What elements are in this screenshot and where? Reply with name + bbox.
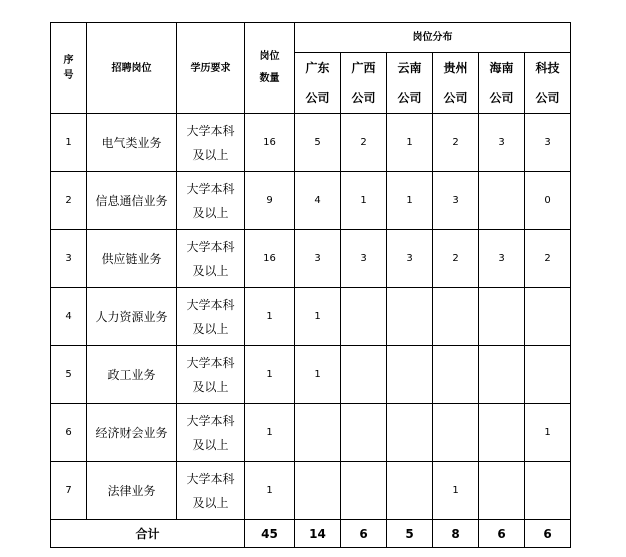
table-row (51, 346, 571, 404)
row-seq: 5 (51, 346, 87, 404)
row-education-line2: 及以上 (192, 495, 229, 510)
row-seq: 1 (51, 114, 87, 172)
row-education-line2: 及以上 (192, 437, 229, 452)
table-row (51, 230, 571, 288)
row-distribution-cell: 4 (295, 172, 341, 230)
row-education (177, 114, 245, 172)
row-education (177, 462, 245, 520)
total-cell: 6 (341, 520, 387, 548)
row-seq: 3 (51, 230, 87, 288)
header-company: 广东 公司 (295, 53, 341, 114)
row-position: 经济财会业务 (87, 404, 177, 462)
row-distribution-cell (387, 462, 433, 520)
row-distribution-cell: 1 (433, 462, 479, 520)
total-cell: 6 (525, 520, 571, 548)
table-row (51, 462, 571, 520)
row-distribution-cell (479, 462, 525, 520)
header-company: 云南 公司 (387, 53, 433, 114)
row-distribution-cell (295, 404, 341, 462)
row-education (177, 172, 245, 230)
row-distribution-cell (525, 288, 571, 346)
header-company: 贵州 公司 (433, 53, 479, 114)
header-education: 学历要求 (177, 23, 245, 114)
row-distribution-cell (525, 346, 571, 404)
row-position: 电气类业务 (87, 114, 177, 172)
row-seq: 6 (51, 404, 87, 462)
row-distribution-cell: 1 (341, 172, 387, 230)
row-distribution-cell: 3 (341, 230, 387, 288)
row-education (177, 288, 245, 346)
row-distribution-cell: 5 (295, 114, 341, 172)
header-company: 广西 公司 (341, 53, 387, 114)
row-count: 9 (245, 172, 295, 230)
header-count-line1: 岗位 (259, 51, 280, 62)
row-count: 16 (245, 230, 295, 288)
row-distribution-cell (387, 288, 433, 346)
total-count: 45 (245, 520, 295, 548)
total-cell: 14 (295, 520, 341, 548)
header-seq-line1: 序 (63, 55, 74, 66)
row-education-line1: 大学本科 (186, 413, 235, 428)
row-distribution-cell (341, 346, 387, 404)
header-count-line2: 数量 (259, 73, 280, 84)
header-company: 科技 公司 (525, 53, 571, 114)
row-distribution-cell: 3 (525, 114, 571, 172)
row-education-line2: 及以上 (192, 379, 229, 394)
row-seq: 2 (51, 172, 87, 230)
table-row (51, 114, 571, 172)
row-distribution-cell (479, 172, 525, 230)
row-distribution-cell: 3 (479, 230, 525, 288)
header-seq (51, 23, 87, 114)
row-education-line1: 大学本科 (186, 123, 235, 138)
header-position: 招聘岗位 (87, 23, 177, 114)
row-distribution-cell (341, 288, 387, 346)
row-distribution-cell: 2 (433, 230, 479, 288)
row-count: 16 (245, 114, 295, 172)
header-company: 海南 公司 (479, 53, 525, 114)
row-distribution-cell (433, 288, 479, 346)
header-distribution: 岗位分布 (295, 23, 571, 53)
row-distribution-cell: 2 (341, 114, 387, 172)
row-education-line1: 大学本科 (186, 297, 235, 312)
row-education-line2: 及以上 (192, 263, 229, 278)
row-distribution-cell (295, 462, 341, 520)
row-education-line2: 及以上 (192, 321, 229, 336)
header-count (245, 23, 295, 114)
table-row (51, 404, 571, 462)
row-position: 信息通信业务 (87, 172, 177, 230)
recruitment-table (50, 22, 571, 548)
row-education-line1: 大学本科 (186, 355, 235, 370)
row-distribution-cell: 2 (433, 114, 479, 172)
row-count: 1 (245, 346, 295, 404)
row-distribution-cell: 0 (525, 172, 571, 230)
table-row (51, 288, 571, 346)
row-education-line1: 大学本科 (186, 239, 235, 254)
row-distribution-cell: 1 (295, 288, 341, 346)
row-position: 人力资源业务 (87, 288, 177, 346)
row-distribution-cell: 3 (433, 172, 479, 230)
row-distribution-cell (341, 404, 387, 462)
row-education-line2: 及以上 (192, 205, 229, 220)
row-distribution-cell (433, 346, 479, 404)
header-row (51, 23, 571, 53)
row-distribution-cell (387, 404, 433, 462)
row-position: 法律业务 (87, 462, 177, 520)
row-position: 供应链业务 (87, 230, 177, 288)
row-distribution-cell (479, 288, 525, 346)
row-education (177, 230, 245, 288)
row-distribution-cell: 1 (525, 404, 571, 462)
row-distribution-cell (479, 346, 525, 404)
header-seq-line2: 号 (63, 70, 74, 81)
row-distribution-cell: 3 (387, 230, 433, 288)
row-distribution-cell: 1 (387, 114, 433, 172)
row-seq: 7 (51, 462, 87, 520)
row-education-line1: 大学本科 (186, 471, 235, 486)
row-count: 1 (245, 288, 295, 346)
row-distribution-cell (341, 462, 387, 520)
row-distribution-cell: 2 (525, 230, 571, 288)
row-count: 1 (245, 462, 295, 520)
row-education (177, 404, 245, 462)
row-distribution-cell: 3 (479, 114, 525, 172)
total-label: 合计 (51, 520, 245, 548)
total-row (51, 520, 571, 548)
row-seq: 4 (51, 288, 87, 346)
table-row (51, 172, 571, 230)
row-distribution-cell (433, 404, 479, 462)
total-cell: 8 (433, 520, 479, 548)
row-distribution-cell (479, 404, 525, 462)
total-cell: 6 (479, 520, 525, 548)
row-distribution-cell (387, 346, 433, 404)
row-distribution-cell: 1 (295, 346, 341, 404)
total-cell: 5 (387, 520, 433, 548)
row-education-line2: 及以上 (192, 147, 229, 162)
row-education-line1: 大学本科 (186, 181, 235, 196)
row-distribution-cell: 1 (387, 172, 433, 230)
row-position: 政工业务 (87, 346, 177, 404)
row-count: 1 (245, 404, 295, 462)
row-distribution-cell: 3 (295, 230, 341, 288)
row-education (177, 346, 245, 404)
row-distribution-cell (525, 462, 571, 520)
